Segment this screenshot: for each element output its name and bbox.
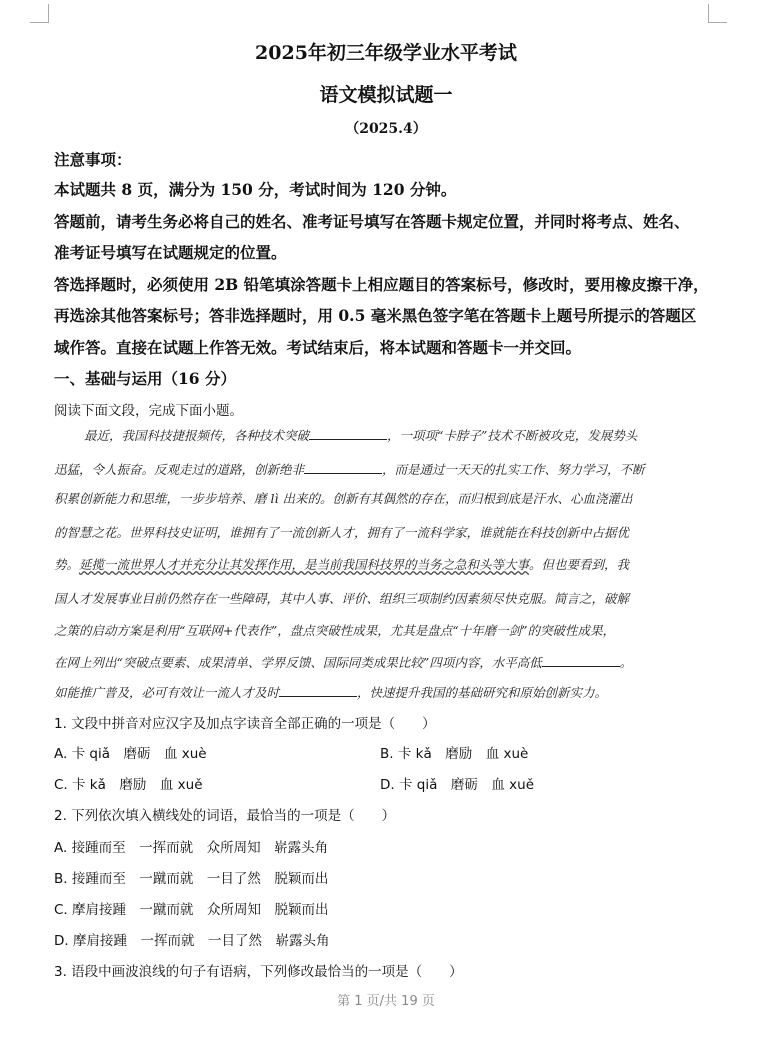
passage-line-7: 之策的启动方案是利用“互联网+代表作”，盘点突破性成果，尤其是盘点“十年磨一剑”的突破性成果， — [54, 623, 616, 638]
corner-mark-right — [708, 4, 727, 23]
passage-text: 迅猛，令人振奋。反观走过的道路，创新绝非 — [54, 462, 305, 477]
passage-line-4: 的智慧之花。世界科技史证明，谁拥有了一流创新人才，拥有了一流科学家，谁就能在科技创新中占据优 — [54, 525, 630, 540]
section-heading: 一、基础与运用（16 分） — [54, 369, 236, 388]
wavy-underlined-sentence: 延揽一流世界人才并充分让其发挥作用，是当前我国科技界的当务之急和头等大事 — [79, 557, 530, 572]
question-2-option-c[interactable]: C. 摩肩接踵 一蹴而就 众所周知 脱颖而出 — [54, 902, 329, 918]
question-1-option-c[interactable]: C. 卡 kǎ 磨励 血 xuě — [54, 777, 203, 793]
notice-heading: 注意事项： — [54, 150, 132, 169]
passage-text: ，而是通过一天天的扎实工作、努力学习，不断 — [382, 462, 645, 477]
fill-blank-4[interactable] — [279, 684, 357, 697]
fill-blank-3[interactable] — [542, 654, 620, 667]
passage-line-8 — [54, 653, 632, 671]
exam-subtitle: 语文模拟试题一 — [319, 84, 453, 106]
exam-title: 2025年初三年级学业水平考试 — [255, 42, 517, 64]
question-1-stem: 1. 文段中拼音对应汉字及加点字读音全部正确的一项是（ ） — [54, 716, 436, 732]
passage-text: ，快速提升我国的基础研究和原始创新实力。 — [357, 685, 608, 700]
passage-text: ，一项项“卡脖子”技术不断被攻克，发展势头 — [387, 428, 638, 443]
passage-text: 最近，我国科技捷报频传，各种技术突破 — [84, 428, 310, 443]
question-2-option-d[interactable]: D. 摩肩接踵 一挥而就 一目了然 崭露头角 — [54, 933, 330, 949]
reading-instruction: 阅读下面文段，完成下面小题。 — [54, 403, 243, 419]
passage-text: 如能推广普及，必可有效让一流人才及时 — [54, 685, 280, 700]
question-2-option-b[interactable]: B. 接踵而至 一蹴而就 一目了然 脱颖而出 — [54, 871, 329, 887]
notice-line-3c: 域作答。直接在试题上作答无效。考试结束后，将本试题和答题卡一并交回。 — [54, 338, 582, 357]
corner-mark-left — [30, 4, 49, 23]
passage-text: 。但也要看到，我 — [529, 557, 630, 572]
notice-line-1: 本试题共 8 页，满分为 150 分，考试时间为 120 分钟。 — [54, 180, 457, 199]
question-1-option-d[interactable]: D. 卡 qiǎ 磨砺 血 xuě — [380, 777, 535, 793]
page-number: 第 1 页/共 19 页 — [337, 994, 435, 1009]
question-2-option-a[interactable]: A. 接踵而至 一挥而就 众所周知 崭露头角 — [54, 840, 329, 856]
question-2-stem: 2. 下列依次填入横线处的词语，最恰当的一项是（ ） — [54, 808, 396, 824]
question-1-option-b[interactable]: B. 卡 kǎ 磨励 血 xuè — [380, 746, 529, 762]
passage-text: 。 — [619, 655, 633, 670]
passage-line-1 — [84, 426, 637, 444]
passage-text: 在网上列出“突破点要素、成果清单、学界反馈、国际同类成果比较”四项内容，水平高低 — [54, 655, 542, 670]
passage-line-5 — [54, 555, 629, 573]
notice-line-2b: 准考证号填写在试题规定的位置。 — [54, 243, 287, 262]
notice-line-3a: 答选择题时，必须使用 2B 铅笔填涂答题卡上相应题目的答案标号，修改时，要用橡皮擦干净， — [54, 275, 709, 294]
passage-line-2 — [54, 460, 645, 478]
passage-line-6: 国人才发展事业目前仍然存在一些障碍，其中人事、评价、组织三项制约因素须尽快克服。简言之，破解 — [54, 591, 630, 606]
passage-line-3: 积累创新能力和思维，一步步培养、磨 lì 出来的。创新有其偶然的存在，而归根到底是汗水、心血浇灌出 — [54, 491, 633, 506]
passage-text: 势。 — [54, 557, 80, 572]
question-3-stem: 3. 语段中画波浪线的句子有语病，下列修改最恰当的一项是（ ） — [54, 964, 463, 980]
passage-line-9 — [54, 683, 607, 701]
notice-line-2a: 答题前，请考生务必将自己的姓名、准考证号填写在答题卡规定位置，并同时将考点、姓名、 — [54, 212, 690, 231]
notice-line-3b: 再选涂其他答案标号；答非选择题时，用 0.5 毫米黑色签字笔在答题卡上题号所提示的答题区 — [54, 306, 697, 325]
fill-blank-2[interactable] — [304, 461, 382, 474]
fill-blank-1[interactable] — [309, 427, 387, 440]
exam-date: （2025.4） — [345, 121, 427, 137]
question-1-option-a[interactable]: A. 卡 qiǎ 磨砺 血 xuè — [54, 746, 207, 762]
